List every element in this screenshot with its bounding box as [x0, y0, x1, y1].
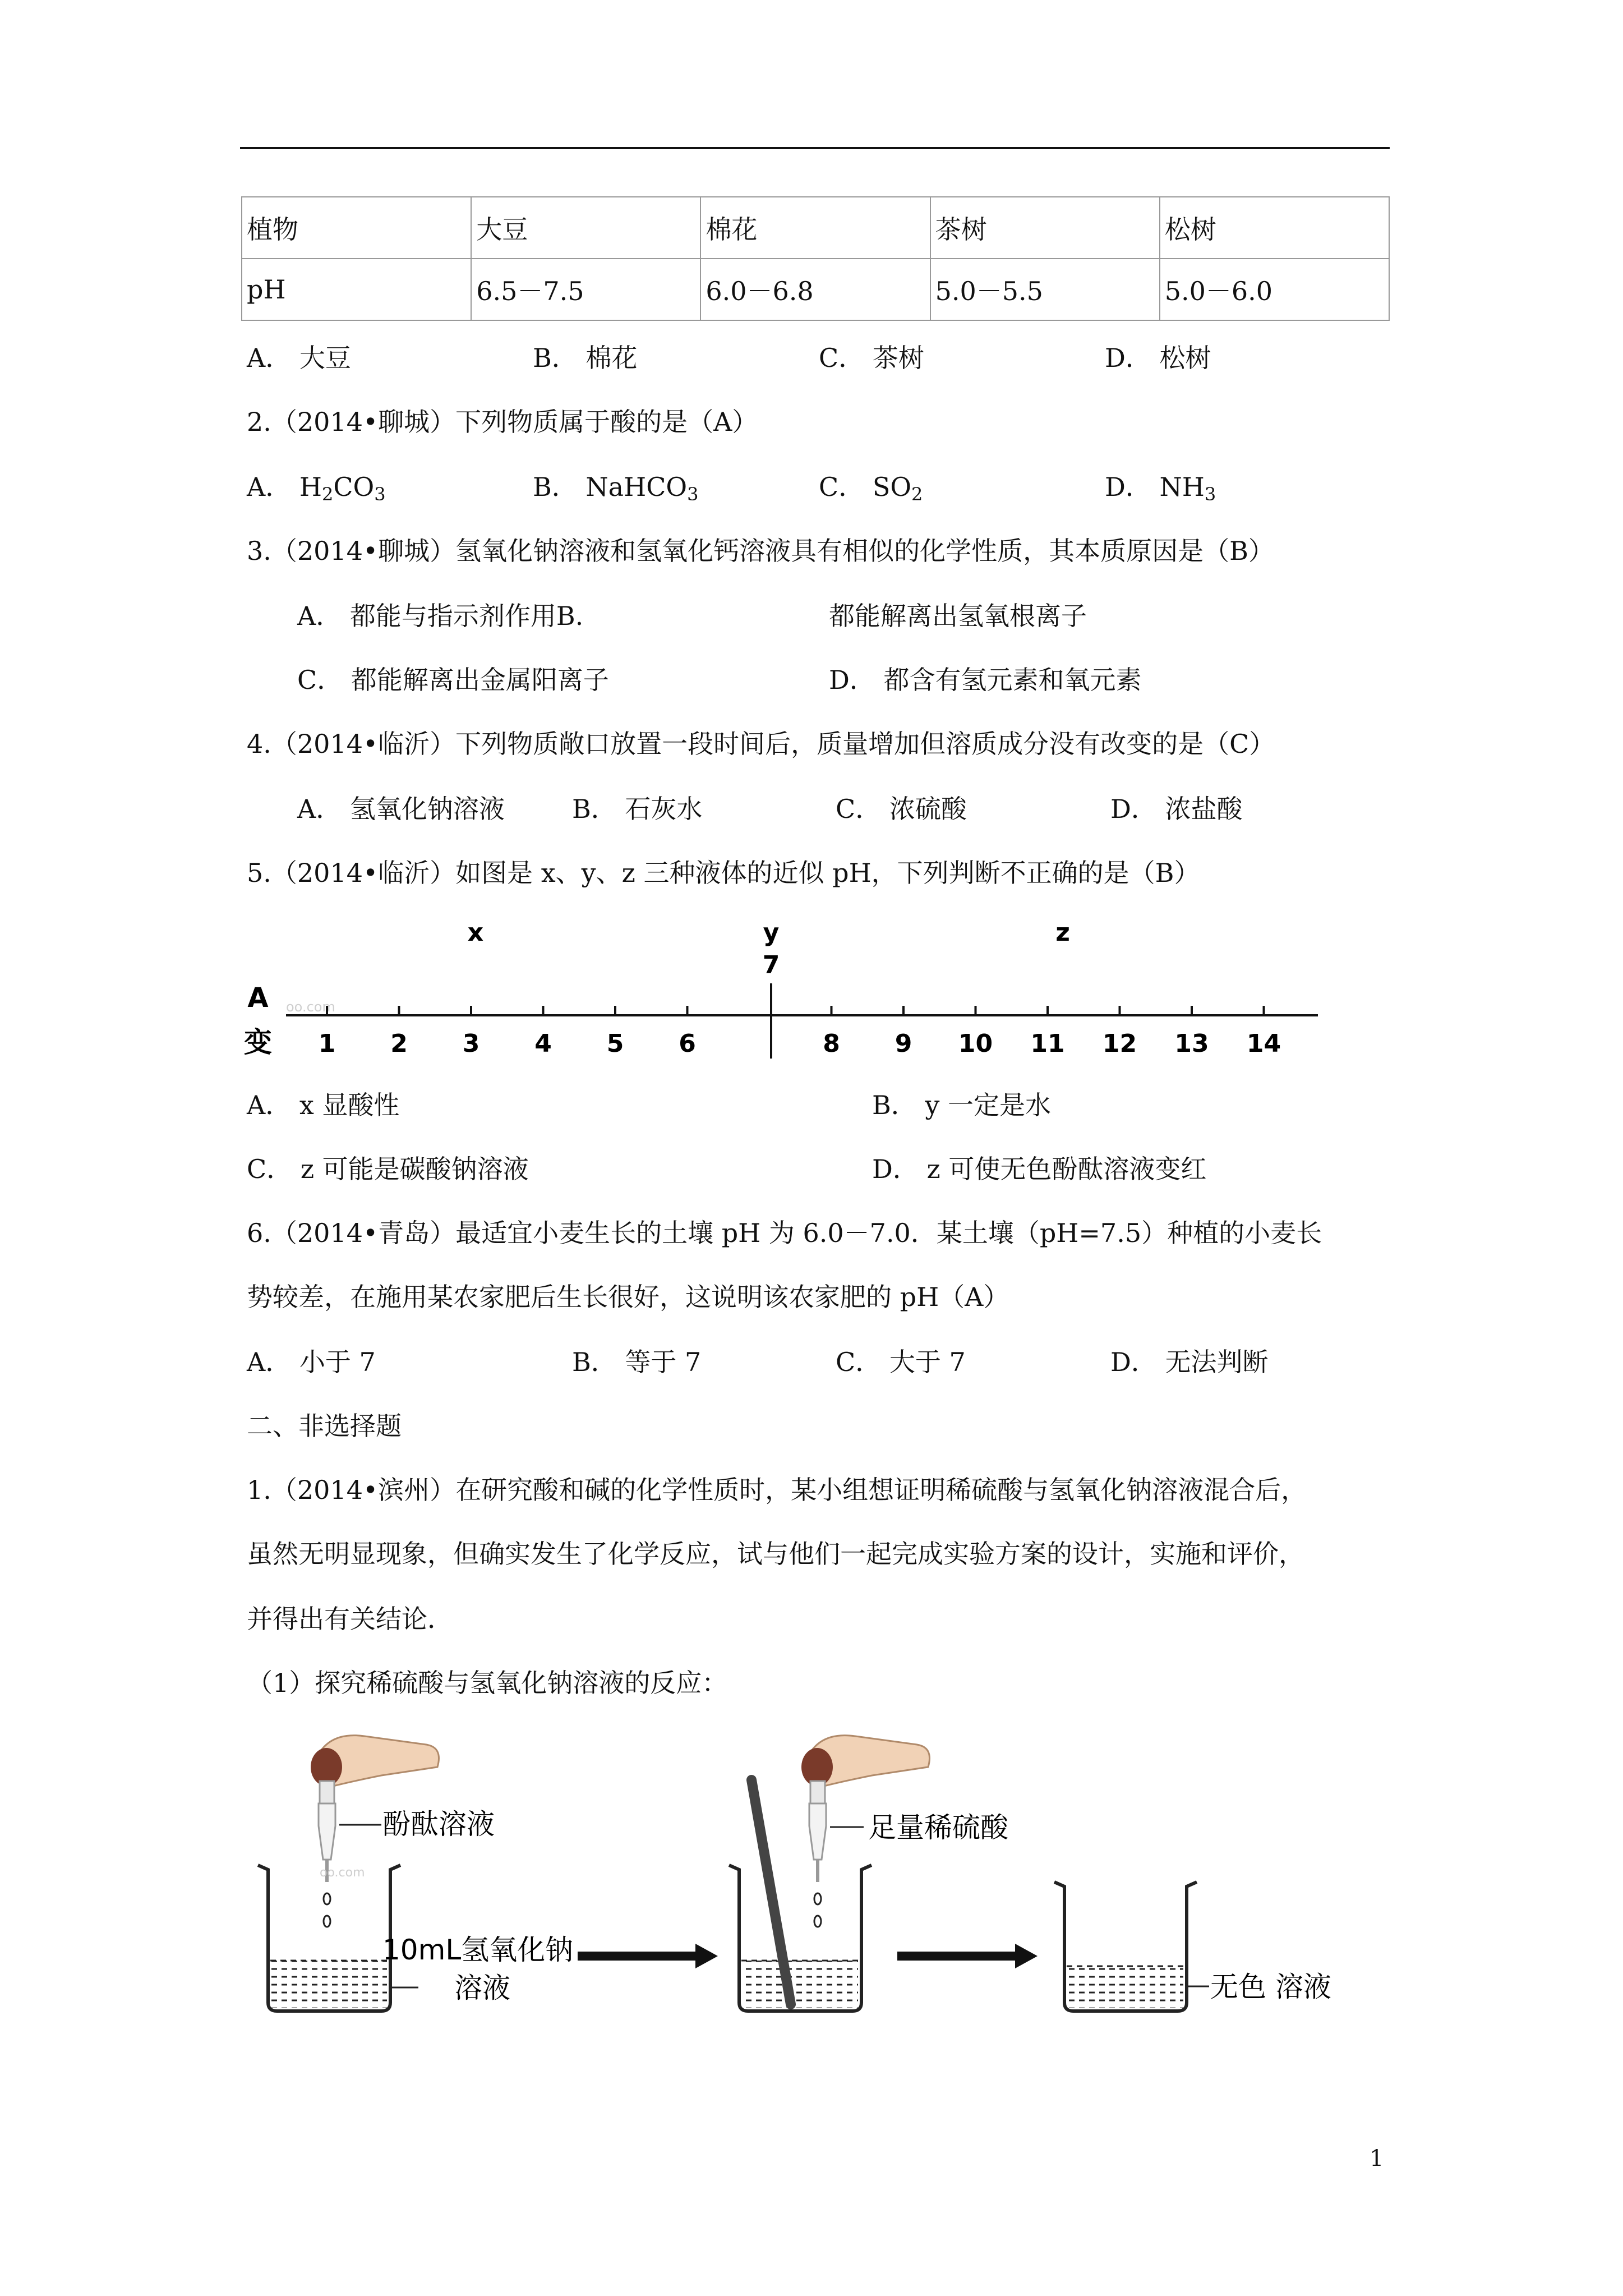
watermark: oo.com	[320, 1866, 365, 1880]
marker-x-label: x	[467, 918, 484, 947]
option-a	[247, 470, 386, 511]
q5-option-b: B． y 一定是水	[872, 1090, 1052, 1120]
option-a: A． 小于 7	[247, 1347, 376, 1377]
subscript: 2	[911, 484, 923, 505]
q2-stem: 2.（2014•聊城）下列物质属于酸的是（A）	[247, 407, 758, 437]
table-cell: 6.5－7.5	[471, 259, 700, 320]
label-colorless-solution: 无色 溶液	[1210, 1971, 1331, 2003]
label-naoh-line2: 溶液	[454, 1972, 510, 2004]
option-c	[819, 470, 923, 511]
label-sulfuric-acid: 足量稀硫酸	[868, 1811, 1008, 1844]
table-cell: 茶树	[930, 197, 1160, 259]
option-text: A． H	[247, 472, 322, 502]
option-a: A． 大豆	[247, 343, 351, 373]
beaker-mixing	[729, 1780, 872, 2011]
option-text: CO	[333, 472, 375, 502]
table-cell: 植物	[242, 197, 471, 259]
option-text: B． NaHCO	[533, 472, 688, 502]
header-rule	[240, 147, 1390, 149]
subscript: 3	[1204, 484, 1216, 505]
section-heading: 二、非选择题	[247, 1411, 402, 1441]
option-b: B． 棉花	[533, 343, 638, 373]
table-cell: 松树	[1160, 197, 1389, 259]
option-text: D． NH	[1105, 472, 1205, 502]
scale-tick-label: 2	[390, 1029, 408, 1058]
option-text: C． SO	[819, 472, 912, 502]
experiment-diagram	[241, 1714, 1419, 2028]
beaker-naoh	[258, 1865, 400, 2011]
label-naoh-line1: 10mL氢氧化钠	[382, 1934, 574, 1966]
scale-ticks	[319, 1006, 1281, 1058]
q5-stem: 5.（2014•临沂）如图是 x、y、z 三种液体的近似 pH，下列判断不正确的是（B）	[247, 858, 1200, 888]
droplet-icon	[324, 1893, 330, 1904]
option-c: C． 茶树	[819, 343, 924, 373]
scale-tick-label: 14	[1246, 1029, 1281, 1058]
table-row	[242, 259, 1389, 320]
q6-stem-line2: 势较差，在施用某农家肥后生长很好，这说明该农家肥的 pH（A）	[247, 1282, 1009, 1312]
table-cell: 棉花	[700, 197, 930, 259]
q6-stem-line1: 6.（2014•青岛）最适宜小麦生长的土壤 pH 为 6.0－7.0．某土壤（pH=7.5）种植的小麦长	[247, 1218, 1322, 1248]
watermark: oo.com	[286, 999, 335, 1015]
droplet-icon	[814, 1893, 821, 1904]
option-d: D． 松树	[1105, 343, 1211, 373]
option-d: D． 浓盐酸	[1110, 794, 1243, 824]
q3-stem: 3.（2014•聊城）氢氧化钠溶液和氢氧化钙溶液具有相似的化学性质，其本质原因是（B）	[247, 536, 1274, 566]
scale-tick-label: 12	[1102, 1029, 1137, 1058]
scale-tick-label: 13	[1174, 1029, 1209, 1058]
droplet-icon	[814, 1916, 821, 1927]
option-b: B． 等于 7	[572, 1347, 702, 1377]
scale-tick-label: 5	[606, 1029, 624, 1058]
arrow-right-icon	[897, 1944, 1038, 1968]
q3-option-b: 都能解离出氢氧根离子	[829, 601, 1087, 631]
scale-tick-label: 9	[895, 1029, 912, 1058]
q3-option-a: A． 都能与指示剂作用B.	[297, 601, 584, 631]
beaker-colorless	[1054, 1882, 1197, 2011]
q3-option-c: C． 都能解离出金属阳离子	[297, 665, 609, 695]
problem1-line3: 并得出有关结论．	[247, 1604, 453, 1634]
q5-option-d: D． z 可使无色酚酞溶液变红	[872, 1154, 1207, 1184]
option-c: C． 大于 7	[836, 1347, 966, 1377]
ph-scale-figure	[241, 912, 1340, 1074]
table-row	[242, 197, 1389, 259]
scale-tick-label: 1	[318, 1029, 336, 1058]
table-cell: 5.0－6.0	[1160, 259, 1389, 320]
q4-stem: 4.（2014•临沂）下列物质敞口放置一段时间后，质量增加但溶质成分没有改变的是（C）	[247, 729, 1275, 759]
marker-y-label: y	[763, 918, 780, 947]
problem1-part1: （1）探究稀硫酸与氢氧化钠溶液的反应：	[247, 1668, 728, 1698]
droplet-icon	[324, 1916, 330, 1927]
table-cell: 大豆	[471, 197, 700, 259]
scale-tick-label: 8	[823, 1029, 840, 1058]
scale-tick-label: 4	[534, 1029, 552, 1058]
option-b: B． 石灰水	[572, 794, 703, 824]
table-cell: 5.0－5.5	[930, 259, 1160, 320]
scale-tick-label: 3	[462, 1029, 480, 1058]
subscript: 2	[321, 484, 334, 505]
left-glyph-bian: 变	[244, 1026, 272, 1059]
option-d	[1105, 470, 1216, 511]
option-b	[533, 470, 698, 511]
scale-tick-label: 10	[958, 1029, 993, 1058]
table-cell: pH	[242, 259, 471, 320]
scale-tick-label: 6	[679, 1029, 696, 1058]
q3-option-d: D． 都含有氢元素和氧元素	[829, 665, 1142, 695]
option-a: A． 氢氧化钠溶液	[297, 794, 505, 824]
subscript: 3	[374, 484, 386, 505]
plant-ph-table	[241, 196, 1390, 321]
q5-option-a: A． x 显酸性	[247, 1090, 400, 1120]
subscript: 3	[687, 484, 699, 505]
arrow-right-icon	[578, 1944, 718, 1968]
left-glyph-a: A	[247, 982, 269, 1014]
table-cell: 6.0－6.8	[700, 259, 930, 320]
page-number: 1	[1370, 2146, 1384, 2171]
option-c: C． 浓硫酸	[836, 794, 967, 824]
q5-option-c: C． z 可能是碳酸钠溶液	[247, 1154, 529, 1184]
label-phenolphthalein: 酚酞溶液	[382, 1808, 495, 1841]
problem1-line2: 虽然无明显现象，但确实发生了化学反应，试与他们一起完成实验方案的设计，实施和评价，	[247, 1539, 1304, 1569]
marker-z-label: z	[1055, 918, 1070, 947]
problem1-line1: 1.（2014•滨州）在研究酸和碱的化学性质时，某小组想证明稀硫酸与氢氧化钠溶液混合后，	[247, 1475, 1307, 1505]
scale-tick-label: 11	[1030, 1029, 1065, 1058]
ph7-label: 7	[762, 951, 780, 979]
option-d: D． 无法判断	[1110, 1347, 1269, 1377]
